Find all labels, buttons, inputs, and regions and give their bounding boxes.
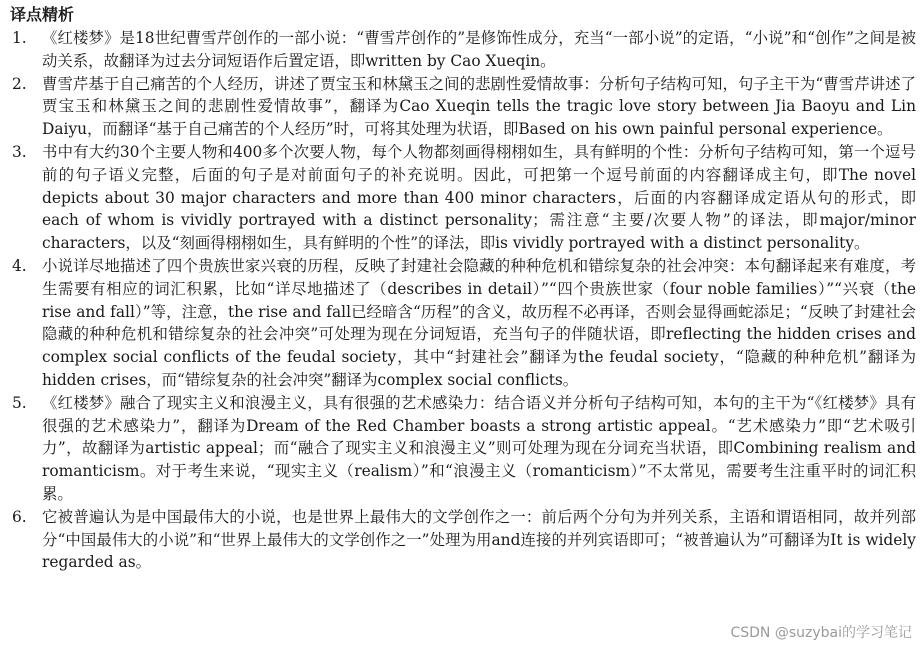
note-item-4 bbox=[10, 255, 916, 392]
note-number: 3. bbox=[12, 142, 27, 161]
note-text: 《红楼梦》是18世纪曹雪芹创作的一部小说：“曹雪芹创作的”是修饰性成分，充当“一部小说”的定语，“小说”和“创作”之间是被动关系，故翻译为过去分词短语作后置定语，即written by Cao Xueqin。 bbox=[42, 29, 916, 70]
note-number: 5. bbox=[12, 393, 27, 412]
note-text: 小说详尽地描述了四个贵族世家兴衰的历程，反映了封建社会隐藏的种种危机和错综复杂的社会冲突：本句翻译起来有难度，考生需要有相应的词汇积累，比如“详尽地描述了（describes in detail）”“四个贵族世家（four noble families）”“兴衰（the rise and fall）”等，注意，the rise and fall已经暗含“历程”的含义，故历程不必再译，否则会显得画蛇添足；“反映了封建社会隐藏的种种危机和错综复杂的社会冲突”可处理为现在分词短语，充当句子的伴随状语，即reflecting the hidden crises and complex social conflicts of the feudal society，其中“封建社会”翻译为the feudal society，“隐藏的种种危机”翻译为hidden crises，而“错综复杂的社会冲突”翻译为complex social conflicts。 bbox=[42, 256, 916, 389]
section-heading: 译点精析 bbox=[10, 5, 75, 24]
note-item-6 bbox=[10, 506, 916, 574]
note-number: 4. bbox=[12, 256, 27, 275]
note-text: 《红楼梦》融合了现实主义和浪漫主义，具有很强的艺术感染力：结合语义并分析句子结构可知，本句的主干为“《红楼梦》具有很强的艺术感染力”，翻译为Dream of the Red Chamber boasts a strong artistic appeal。“艺术感染力”即“艺术吸引力”，故翻译为artistic appeal；而“融合了现实主义和浪漫主义”则可处理为现在分词充当状语，即Combining realism and romanticism。对于考生来说，“现实主义（realism）”和“浪漫主义（romanticism）”不太常见，需要考生注重平时的词汇积累。 bbox=[42, 393, 916, 503]
document-page bbox=[10, 4, 916, 574]
note-number: 1. bbox=[12, 29, 27, 47]
note-text: 它被普遍认为是中国最伟大的小说，也是世界上最伟大的文学创作之一：前后两个分句为并列关系，主语和谓语相同，故并列部分“中国最伟大的小说”和“世界上最伟大的文学创作之一”处理为用and连接的并列宾语即可；“被普遍认为”可翻译为It is widely regarded as。 bbox=[42, 507, 916, 572]
note-text: 曹雪芹基于自己痛苦的个人经历，讲述了贾宝玉和林黛玉之间的悲剧性爱情故事：分析句子结构可知，句子主干为“曹雪芹讲述了贾宝玉和林黛玉之间的悲剧性爱情故事”，翻译为Cao Xueqin tells the tragic love story between Jia Baoyu and Lin Daiyu，而翻译“基于自己痛苦的个人经历”时，可将其处理为状语，即Based on his own painful personal experience。 bbox=[42, 74, 916, 139]
notes-list bbox=[10, 27, 916, 574]
note-item-3 bbox=[10, 141, 916, 255]
note-item-2 bbox=[10, 73, 916, 141]
note-number: 2. bbox=[12, 74, 27, 93]
note-item-5 bbox=[10, 392, 916, 506]
csdn-watermark: CSDN @suzybai的学习笔记 bbox=[730, 625, 912, 641]
note-number: 6. bbox=[12, 507, 27, 526]
note-item-1 bbox=[10, 27, 916, 73]
note-text: 书中有大约30个主要人物和400多个次要人物，每个人物都刻画得栩栩如生，具有鲜明的个性：分析句子结构可知，第一个逗号前的句子语义完整，后面的句子是对前面句子的补充说明。因此，可把第一个逗号前面的内容翻译成主句，即The novel depicts about 30 major characters and more than 400 minor characters，后面的内容翻译成定语从句的形式，即each of whom is vividly portrayed with a distinct personality；需注意“主要/次要人物”的译法，即major/minor characters，以及“刻画得栩栩如生，具有鲜明的个性”的译法，即is vividly portrayed with a distinct personality。 bbox=[42, 142, 916, 253]
